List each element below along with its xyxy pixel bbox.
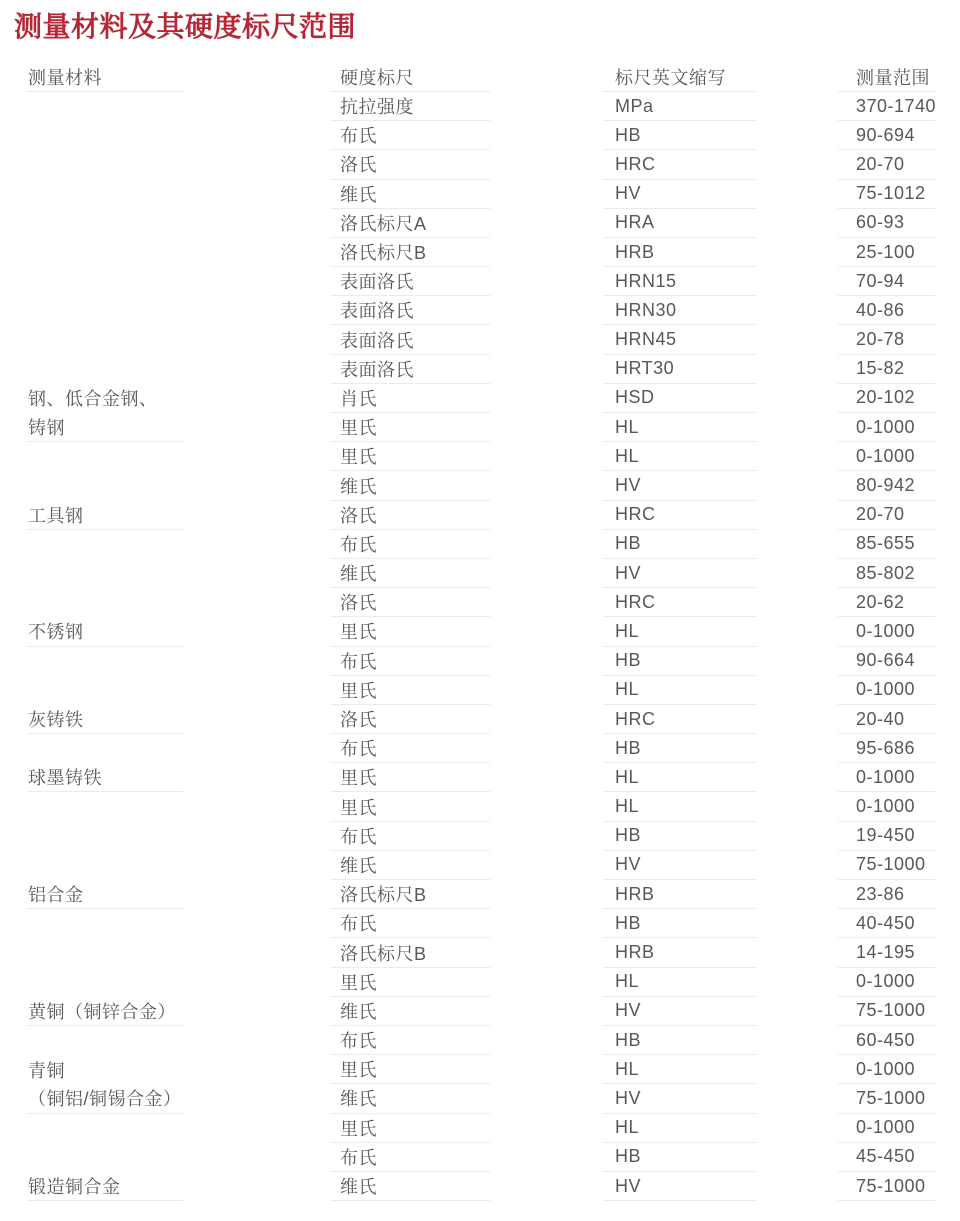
- table-row: [0, 1084, 960, 1113]
- material-cell: [27, 238, 183, 267]
- scale-abbr-cell: HB: [603, 1143, 756, 1172]
- hardness-scale-cell: 洛氏: [330, 501, 490, 530]
- material-cell: [27, 92, 183, 121]
- table-row: [0, 442, 960, 471]
- table-row: [0, 851, 960, 880]
- material-cell: 灰铸铁: [27, 705, 183, 734]
- table-row: [0, 325, 960, 354]
- table-row: [0, 180, 960, 209]
- material-cell: [27, 938, 183, 967]
- hardness-scale-cell: 肖氏: [330, 384, 490, 413]
- material-cell: [27, 909, 183, 938]
- hardness-scale-cell: 维氏: [330, 180, 490, 209]
- material-cell: [27, 355, 183, 384]
- hardness-scale-cell: 里氏: [330, 968, 490, 997]
- material-cell: [27, 180, 183, 209]
- table-row: [0, 471, 960, 500]
- hardness-scale-cell: 布氏: [330, 822, 490, 851]
- scale-abbr-cell: HV: [603, 1172, 756, 1201]
- material-cell: [27, 734, 183, 763]
- material-cell: 铸钢: [27, 413, 183, 442]
- hardness-scale-cell: 洛氏: [330, 150, 490, 179]
- table-row: [0, 267, 960, 296]
- material-cell: [27, 325, 183, 354]
- table-row: [0, 1026, 960, 1055]
- scale-abbr-cell: HV: [603, 559, 756, 588]
- table-row: [0, 763, 960, 792]
- hardness-scale-cell: 里氏: [330, 1055, 490, 1084]
- range-cell: 75-1012: [838, 180, 935, 209]
- hardness-scale-cell: 维氏: [330, 471, 490, 500]
- scale-abbr-cell: HRN30: [603, 296, 756, 325]
- table-row: [0, 150, 960, 179]
- material-cell: 钢、低合金钢、: [28, 389, 158, 410]
- material-cell: [27, 588, 183, 617]
- table-row: [0, 1114, 960, 1143]
- hardness-scale-cell: 里氏: [330, 676, 490, 705]
- range-cell: 0-1000: [838, 1114, 935, 1143]
- range-cell: 45-450: [838, 1143, 935, 1172]
- table-row: [0, 501, 960, 530]
- table-row: [0, 413, 960, 442]
- table-row: [0, 209, 960, 238]
- material-cell: [27, 968, 183, 997]
- scale-abbr-cell: HRN45: [603, 325, 756, 354]
- range-cell: 70-94: [838, 267, 935, 296]
- scale-abbr-cell: HRC: [603, 705, 756, 734]
- hardness-scale-cell: 洛氏标尺A: [330, 209, 490, 238]
- material-cell: [27, 121, 183, 150]
- scale-abbr-cell: HL: [603, 617, 756, 646]
- range-cell: 85-655: [838, 530, 935, 559]
- hardness-scale-cell: 布氏: [330, 1143, 490, 1172]
- range-cell: 40-86: [838, 296, 935, 325]
- material-cell: [27, 209, 183, 238]
- hardness-scale-cell: 里氏: [330, 1114, 490, 1143]
- range-cell: 60-450: [838, 1026, 935, 1055]
- hardness-scale-cell: 布氏: [330, 530, 490, 559]
- range-cell: 40-450: [838, 909, 935, 938]
- scale-abbr-cell: HL: [603, 1055, 756, 1084]
- table-row: [0, 734, 960, 763]
- scale-abbr-cell: HB: [603, 530, 756, 559]
- header-material: 测量材料: [27, 63, 183, 92]
- table-row: [0, 647, 960, 676]
- table-body: [0, 92, 960, 1201]
- range-cell: 20-70: [838, 501, 935, 530]
- material-cell: [27, 851, 183, 880]
- material-cell: [27, 150, 183, 179]
- range-cell: 0-1000: [838, 1055, 935, 1084]
- material-cell: 锻造铜合金: [27, 1172, 183, 1201]
- range-cell: 75-1000: [838, 997, 935, 1026]
- table-row: [0, 909, 960, 938]
- table-row: [0, 355, 960, 384]
- range-cell: 90-694: [838, 121, 935, 150]
- header-hardness-scale: 硬度标尺: [330, 63, 490, 92]
- table-row: [0, 1143, 960, 1172]
- hardness-scale-cell: 里氏: [330, 617, 490, 646]
- table-row: [0, 530, 960, 559]
- table-header-row: [0, 63, 960, 92]
- hardness-scale-cell: 维氏: [330, 559, 490, 588]
- material-cell: [27, 296, 183, 325]
- material-cell: 不锈钢: [27, 617, 183, 646]
- scale-abbr-cell: HRC: [603, 588, 756, 617]
- scale-abbr-cell: HB: [603, 822, 756, 851]
- hardness-scale-cell: 表面洛氏: [330, 325, 490, 354]
- scale-abbr-cell: HV: [603, 180, 756, 209]
- material-cell: [27, 267, 183, 296]
- range-cell: 0-1000: [838, 792, 935, 821]
- range-cell: 25-100: [838, 238, 935, 267]
- material-cell: [27, 1143, 183, 1172]
- scale-abbr-cell: HRA: [603, 209, 756, 238]
- range-cell: 85-802: [838, 559, 935, 588]
- table-row: [0, 588, 960, 617]
- scale-abbr-cell: HRN15: [603, 267, 756, 296]
- hardness-scale-cell: 维氏: [330, 851, 490, 880]
- range-cell: 0-1000: [838, 763, 935, 792]
- hardness-scale-cell: 洛氏标尺B: [330, 238, 490, 267]
- material-cell: 青铜: [28, 1060, 65, 1081]
- scale-abbr-cell: MPa: [603, 92, 756, 121]
- material-cell: 工具钢: [27, 501, 183, 530]
- table-row: [0, 792, 960, 821]
- material-cell: [27, 442, 183, 471]
- header-scale-abbr: 标尺英文缩写: [603, 63, 756, 92]
- range-cell: 75-1000: [838, 851, 935, 880]
- range-cell: 80-942: [838, 471, 935, 500]
- table-row: [0, 92, 960, 121]
- material-cell: [27, 1114, 183, 1143]
- table-row: [0, 705, 960, 734]
- table-row: [0, 822, 960, 851]
- hardness-scale-cell: 维氏: [330, 997, 490, 1026]
- scale-abbr-cell: HSD: [603, 384, 756, 413]
- scale-abbr-cell: HRC: [603, 501, 756, 530]
- material-cell: [27, 1026, 183, 1055]
- material-cell: 黄铜（铜锌合金）: [27, 997, 183, 1026]
- range-cell: 20-70: [838, 150, 935, 179]
- table-row: [0, 296, 960, 325]
- table-row: [0, 1172, 960, 1201]
- hardness-scale-cell: 里氏: [330, 442, 490, 471]
- scale-abbr-cell: HL: [603, 763, 756, 792]
- table-row: [0, 968, 960, 997]
- range-cell: 0-1000: [838, 617, 935, 646]
- hardness-scale-cell: 布氏: [330, 734, 490, 763]
- hardness-scale-cell: 里氏: [330, 792, 490, 821]
- scale-abbr-cell: HV: [603, 471, 756, 500]
- scale-abbr-cell: HV: [603, 1084, 756, 1113]
- table-row: [0, 938, 960, 967]
- material-cell: [27, 530, 183, 559]
- hardness-scale-cell: 洛氏标尺B: [330, 938, 490, 967]
- hardness-scale-cell: 表面洛氏: [330, 296, 490, 325]
- scale-abbr-cell: HL: [603, 968, 756, 997]
- hardness-scale-cell: 洛氏标尺B: [330, 880, 490, 909]
- range-cell: 60-93: [838, 209, 935, 238]
- table-row: [0, 384, 960, 413]
- material-cell: 球墨铸铁: [27, 763, 183, 792]
- material-cell: [27, 792, 183, 821]
- material-cell: （铜铝/铜锡合金）: [27, 1084, 183, 1113]
- hardness-scale-cell: 洛氏: [330, 705, 490, 734]
- table-row: [0, 1055, 960, 1084]
- hardness-scale-cell: 抗拉强度: [330, 92, 490, 121]
- range-cell: 0-1000: [838, 442, 935, 471]
- table-row: [0, 121, 960, 150]
- range-cell: 95-686: [838, 734, 935, 763]
- scale-abbr-cell: HRB: [603, 938, 756, 967]
- hardness-scale-cell: 维氏: [330, 1084, 490, 1113]
- hardness-scale-cell: 表面洛氏: [330, 355, 490, 384]
- scale-abbr-cell: HL: [603, 676, 756, 705]
- range-cell: 0-1000: [838, 968, 935, 997]
- scale-abbr-cell: HRB: [603, 238, 756, 267]
- table-row: [0, 997, 960, 1026]
- hardness-scale-cell: 布氏: [330, 909, 490, 938]
- scale-abbr-cell: HB: [603, 734, 756, 763]
- table-row: [0, 676, 960, 705]
- scale-abbr-cell: HL: [603, 442, 756, 471]
- scale-abbr-cell: HB: [603, 647, 756, 676]
- range-cell: 23-86: [838, 880, 935, 909]
- material-cell: [27, 647, 183, 676]
- range-cell: 20-78: [838, 325, 935, 354]
- scale-abbr-cell: HRB: [603, 880, 756, 909]
- header-range: 测量范围: [838, 63, 935, 92]
- hardness-scale-cell: 布氏: [330, 647, 490, 676]
- hardness-scale-cell: 洛氏: [330, 588, 490, 617]
- range-cell: 370-1740: [838, 92, 935, 121]
- range-cell: 20-40: [838, 705, 935, 734]
- hardness-scale-cell: 里氏: [330, 413, 490, 442]
- table-row: [0, 617, 960, 646]
- range-cell: 75-1000: [838, 1172, 935, 1201]
- material-cell: [27, 822, 183, 851]
- scale-abbr-cell: HL: [603, 413, 756, 442]
- range-cell: 15-82: [838, 355, 935, 384]
- page-title: 测量材料及其硬度标尺范围: [14, 11, 357, 42]
- scale-abbr-cell: HB: [603, 1026, 756, 1055]
- material-cell: [27, 559, 183, 588]
- range-cell: 75-1000: [838, 1084, 935, 1113]
- material-cell: [27, 471, 183, 500]
- scale-abbr-cell: HRT30: [603, 355, 756, 384]
- range-cell: 20-62: [838, 588, 935, 617]
- range-cell: 14-195: [838, 938, 935, 967]
- hardness-scale-cell: 维氏: [330, 1172, 490, 1201]
- scale-abbr-cell: HB: [603, 909, 756, 938]
- scale-abbr-cell: HV: [603, 851, 756, 880]
- hardness-scale-cell: 表面洛氏: [330, 267, 490, 296]
- range-cell: 0-1000: [838, 676, 935, 705]
- range-cell: 90-664: [838, 647, 935, 676]
- table-row: [0, 880, 960, 909]
- hardness-scale-table: [0, 63, 960, 1201]
- scale-abbr-cell: HRC: [603, 150, 756, 179]
- range-cell: 19-450: [838, 822, 935, 851]
- scale-abbr-cell: HV: [603, 997, 756, 1026]
- scale-abbr-cell: HL: [603, 1114, 756, 1143]
- range-cell: 20-102: [838, 384, 935, 413]
- material-cell: [27, 676, 183, 705]
- hardness-scale-cell: 布氏: [330, 1026, 490, 1055]
- hardness-scale-cell: 里氏: [330, 763, 490, 792]
- table-row: [0, 559, 960, 588]
- scale-abbr-cell: HL: [603, 792, 756, 821]
- scale-abbr-cell: HB: [603, 121, 756, 150]
- material-cell: 铝合金: [27, 880, 183, 909]
- hardness-scale-cell: 布氏: [330, 121, 490, 150]
- table-row: [0, 238, 960, 267]
- range-cell: 0-1000: [838, 413, 935, 442]
